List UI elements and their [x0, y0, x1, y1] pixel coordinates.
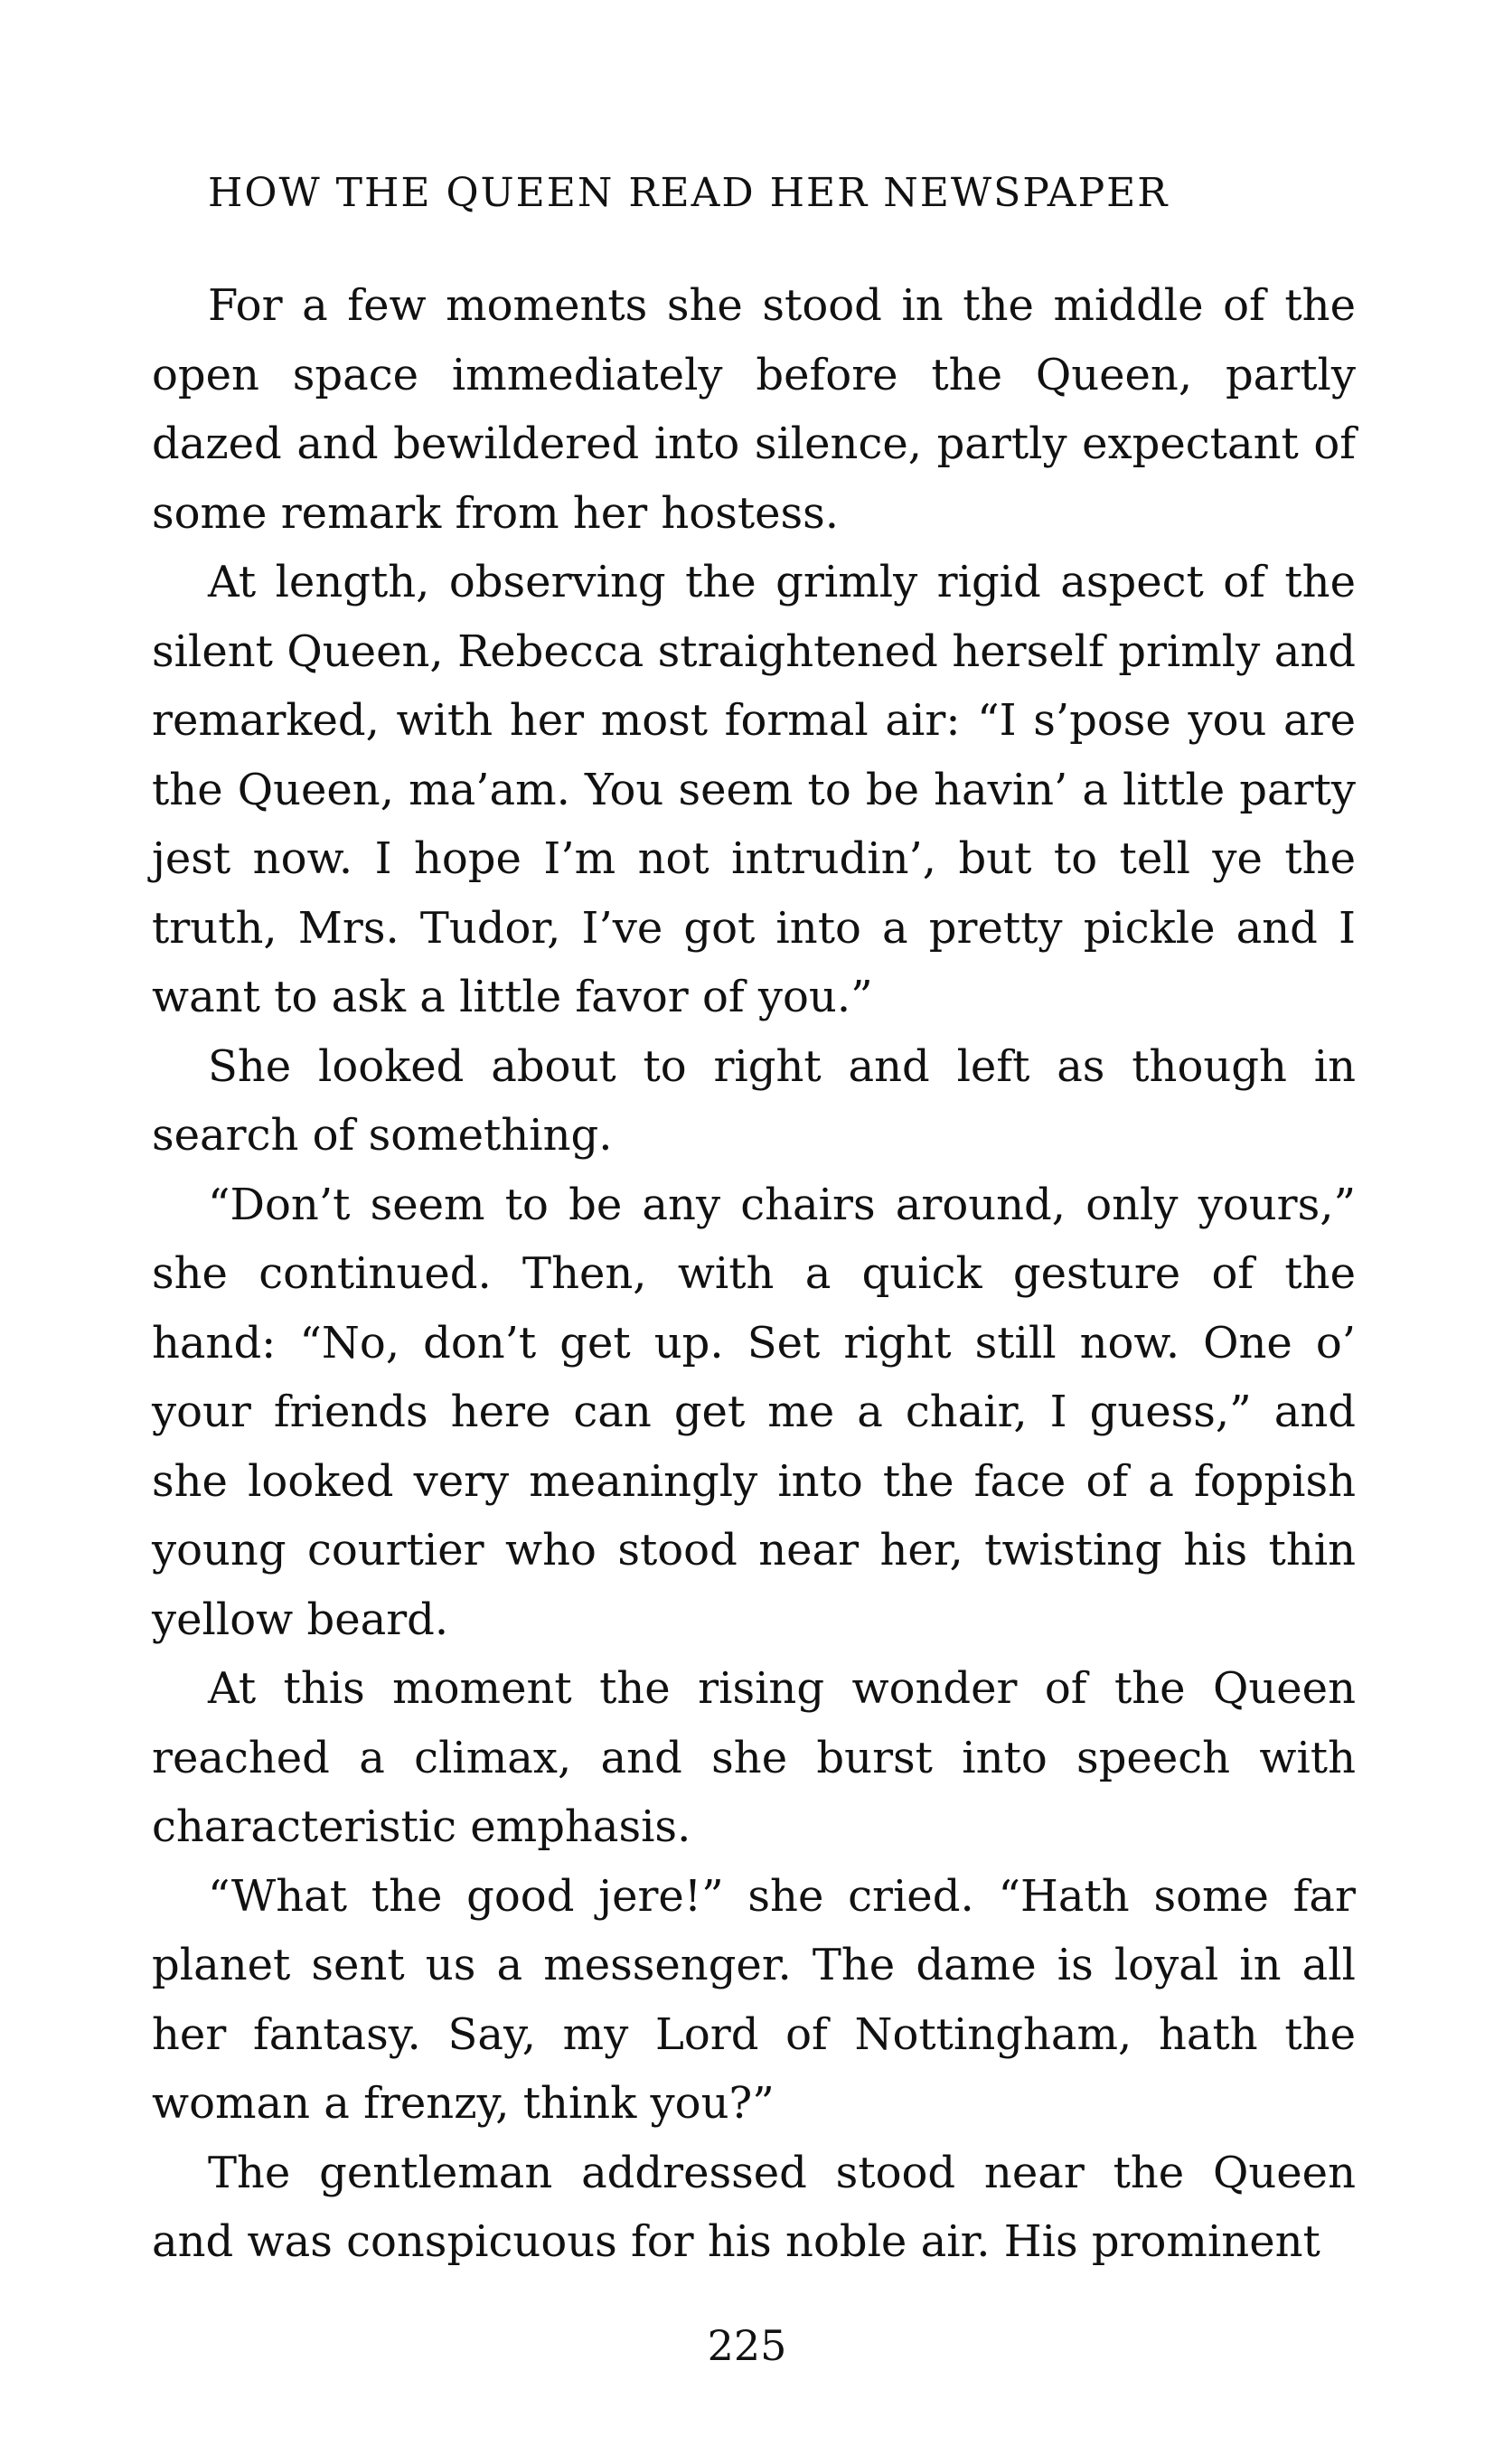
paragraph: “Don’t seem to be any chairs around, only yours,” she continued. Then, with a quick gesture of the hand: “No, don’t get up. Set right still now. One o’ your friends here can get me a chair, I guess,” and she looked very meaningly into the face of a foppish young courtier who stood near her, twisting his thin yellow beard. — [152, 1179, 1356, 1645]
paragraph: At length, observing the grimly rigid aspect of the silent Queen, Rebecca straightened herself primly and remarked, with her most formal air: “I s’pose you are the Queen, ma’am. You seem to be havin’ a little party jest now. I hope I’m not intrudin’, but to tell ye the truth, Mrs. Tudor, I’ve got into a pretty pickle and I want to ask a little favor of you.” — [152, 557, 1356, 1022]
body-text — [152, 271, 1356, 2277]
paragraph: The gentleman addressed stood near the Queen and was conspicuous for his noble air. His prominent — [152, 2147, 1356, 2267]
paragraph: She looked about to right and left as though in search of something. — [152, 1040, 1356, 1161]
paragraph: At this moment the rising wonder of the Queen reached a climax, and she burst into speech with characteristic emphasis. — [152, 1663, 1356, 1852]
running-head: HOW THE QUEEN READ HER NEWSPAPER — [208, 170, 1170, 216]
paragraph: For a few moments she stood in the middle of the open space immediately before the Queen, partly dazed and bewildered into silence, partly expectant of some remark from her hostess. — [152, 280, 1356, 539]
page-number: 225 — [707, 2321, 787, 2370]
paragraph: “What the good jere!” she cried. “Hath some far planet sent us a messenger. The dame is loyal in all her fantasy. Say, my Lord of Nottingham, hath the woman a frenzy, think you?” — [152, 1870, 1356, 2129]
